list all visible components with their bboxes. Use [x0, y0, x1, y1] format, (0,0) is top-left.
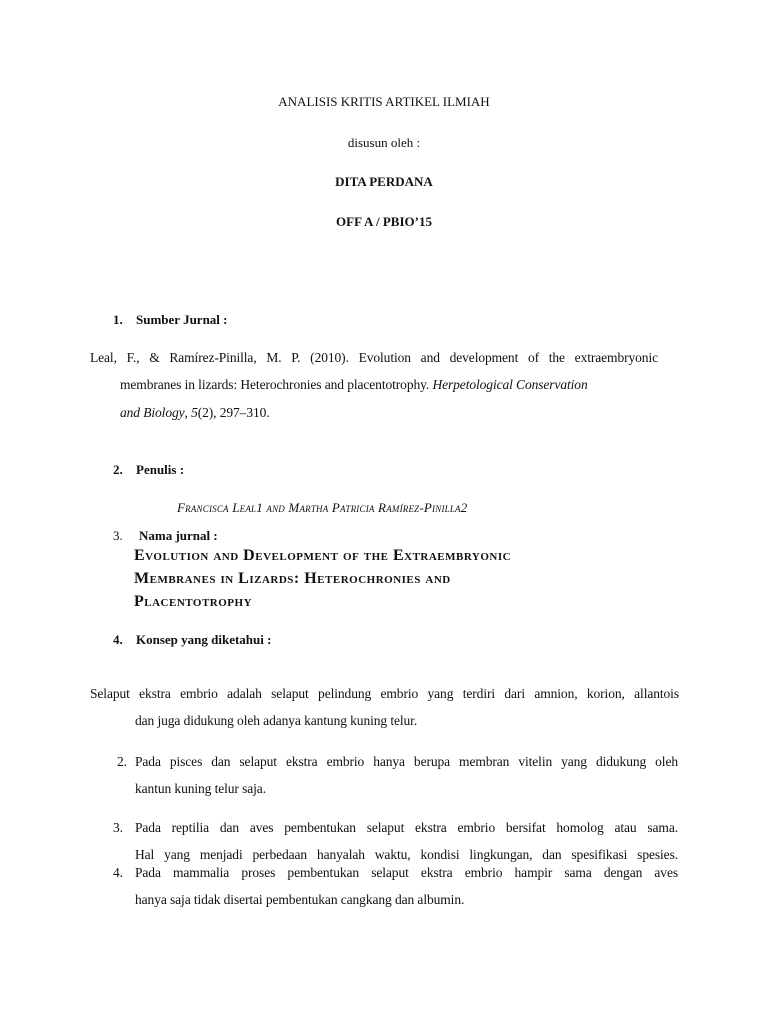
journal-name-part-2: and Biology — [120, 405, 185, 420]
reference-line-3 — [120, 405, 270, 421]
article-title — [134, 544, 511, 613]
concept-paragraph-line-2: dan juga didukung oleh adanya kantung kuning telur. — [135, 713, 418, 728]
reference-line-1 — [90, 350, 658, 366]
section-3-heading: Nama jurnal : — [139, 528, 218, 543]
concept-text-1: Selaput ekstra embrio adalah selaput pelindung embrio yang terdiri dari amnion, korion, allantois — [90, 686, 679, 701]
reference-line-2 — [120, 377, 588, 393]
concept-item-2-number: 2. — [117, 754, 127, 769]
concept-item-4-line-2: hanya saja tidak disertai pembentukan cangkang dan albumin. — [135, 892, 465, 907]
section-2-heading: Penulis : — [136, 462, 185, 477]
composed-by-label: disusun oleh : — [347, 135, 421, 150]
section-1-number: 1. — [113, 312, 123, 327]
concept-item-4-text-1: Pada mammalia proses pembentukan selaput ekstra embrio hampir sama dengan aves — [135, 865, 678, 880]
section-3-number: 3. — [113, 528, 123, 543]
section-1-heading: Sumber Jurnal : — [136, 312, 228, 327]
concept-item-2-text-1: Pada pisces dan selaput ekstra embrio hanya berupa membran vitelin yang didukung oleh — [135, 754, 678, 769]
author-name: DITA PERDANA — [335, 174, 433, 189]
section-2-number: 2. — [113, 462, 123, 477]
journal-volume: 5 — [191, 405, 198, 420]
reference-text-1: Leal, F., & Ramírez-Pinilla, M. P. (2010). Evolution and development of the extraembryonic — [90, 350, 658, 365]
reference-text-2: membranes in lizards: Heterochronies and placentotrophy. — [120, 377, 433, 392]
concept-item-3-text-2: Hal yang menjadi perbedaan hanyalah waktu, kondisi lingkungan, dan spesifikasi spesies. — [135, 847, 678, 862]
journal-issue-pages: (2), 297–310. — [197, 405, 270, 420]
reference-comma: , — [184, 405, 192, 420]
concept-item-3-line-2 — [135, 847, 678, 863]
concept-item-3-text-1: Pada reptilia dan aves pembentukan selaput ekstra embrio bersifat homolog atau sama. — [135, 820, 678, 835]
concept-item-3-line-1 — [135, 820, 678, 836]
concept-item-2-line-2: kantun kuning telur saja. — [135, 781, 266, 796]
document-title: ANALISIS KRITIS ARTIKEL ILMIAH — [278, 94, 490, 109]
article-title-line-2: Membranes in Lizards: Heterochronies and — [134, 570, 451, 587]
concept-item-2-line-1 — [135, 754, 678, 770]
article-title-line-1: Evolution and Development of the Extraembryonic — [134, 547, 512, 564]
journal-name-part-1: Herpetological Conservation — [432, 377, 588, 392]
article-title-line-3: Placentotrophy — [134, 593, 253, 610]
article-authors: Francisca Leal1 and Martha Patricia Ramírez-Pinilla2 — [177, 500, 468, 515]
concept-item-3-number: 3. — [113, 820, 123, 835]
section-4-heading: Konsep yang diketahui : — [136, 632, 272, 647]
concept-item-4-line-1 — [135, 865, 678, 881]
section-4-number: 4. — [113, 632, 123, 647]
concept-item-4-number: 4. — [113, 865, 123, 880]
class-label: OFF A / PBIO’15 — [336, 214, 432, 229]
concept-paragraph-line-1 — [90, 686, 679, 702]
